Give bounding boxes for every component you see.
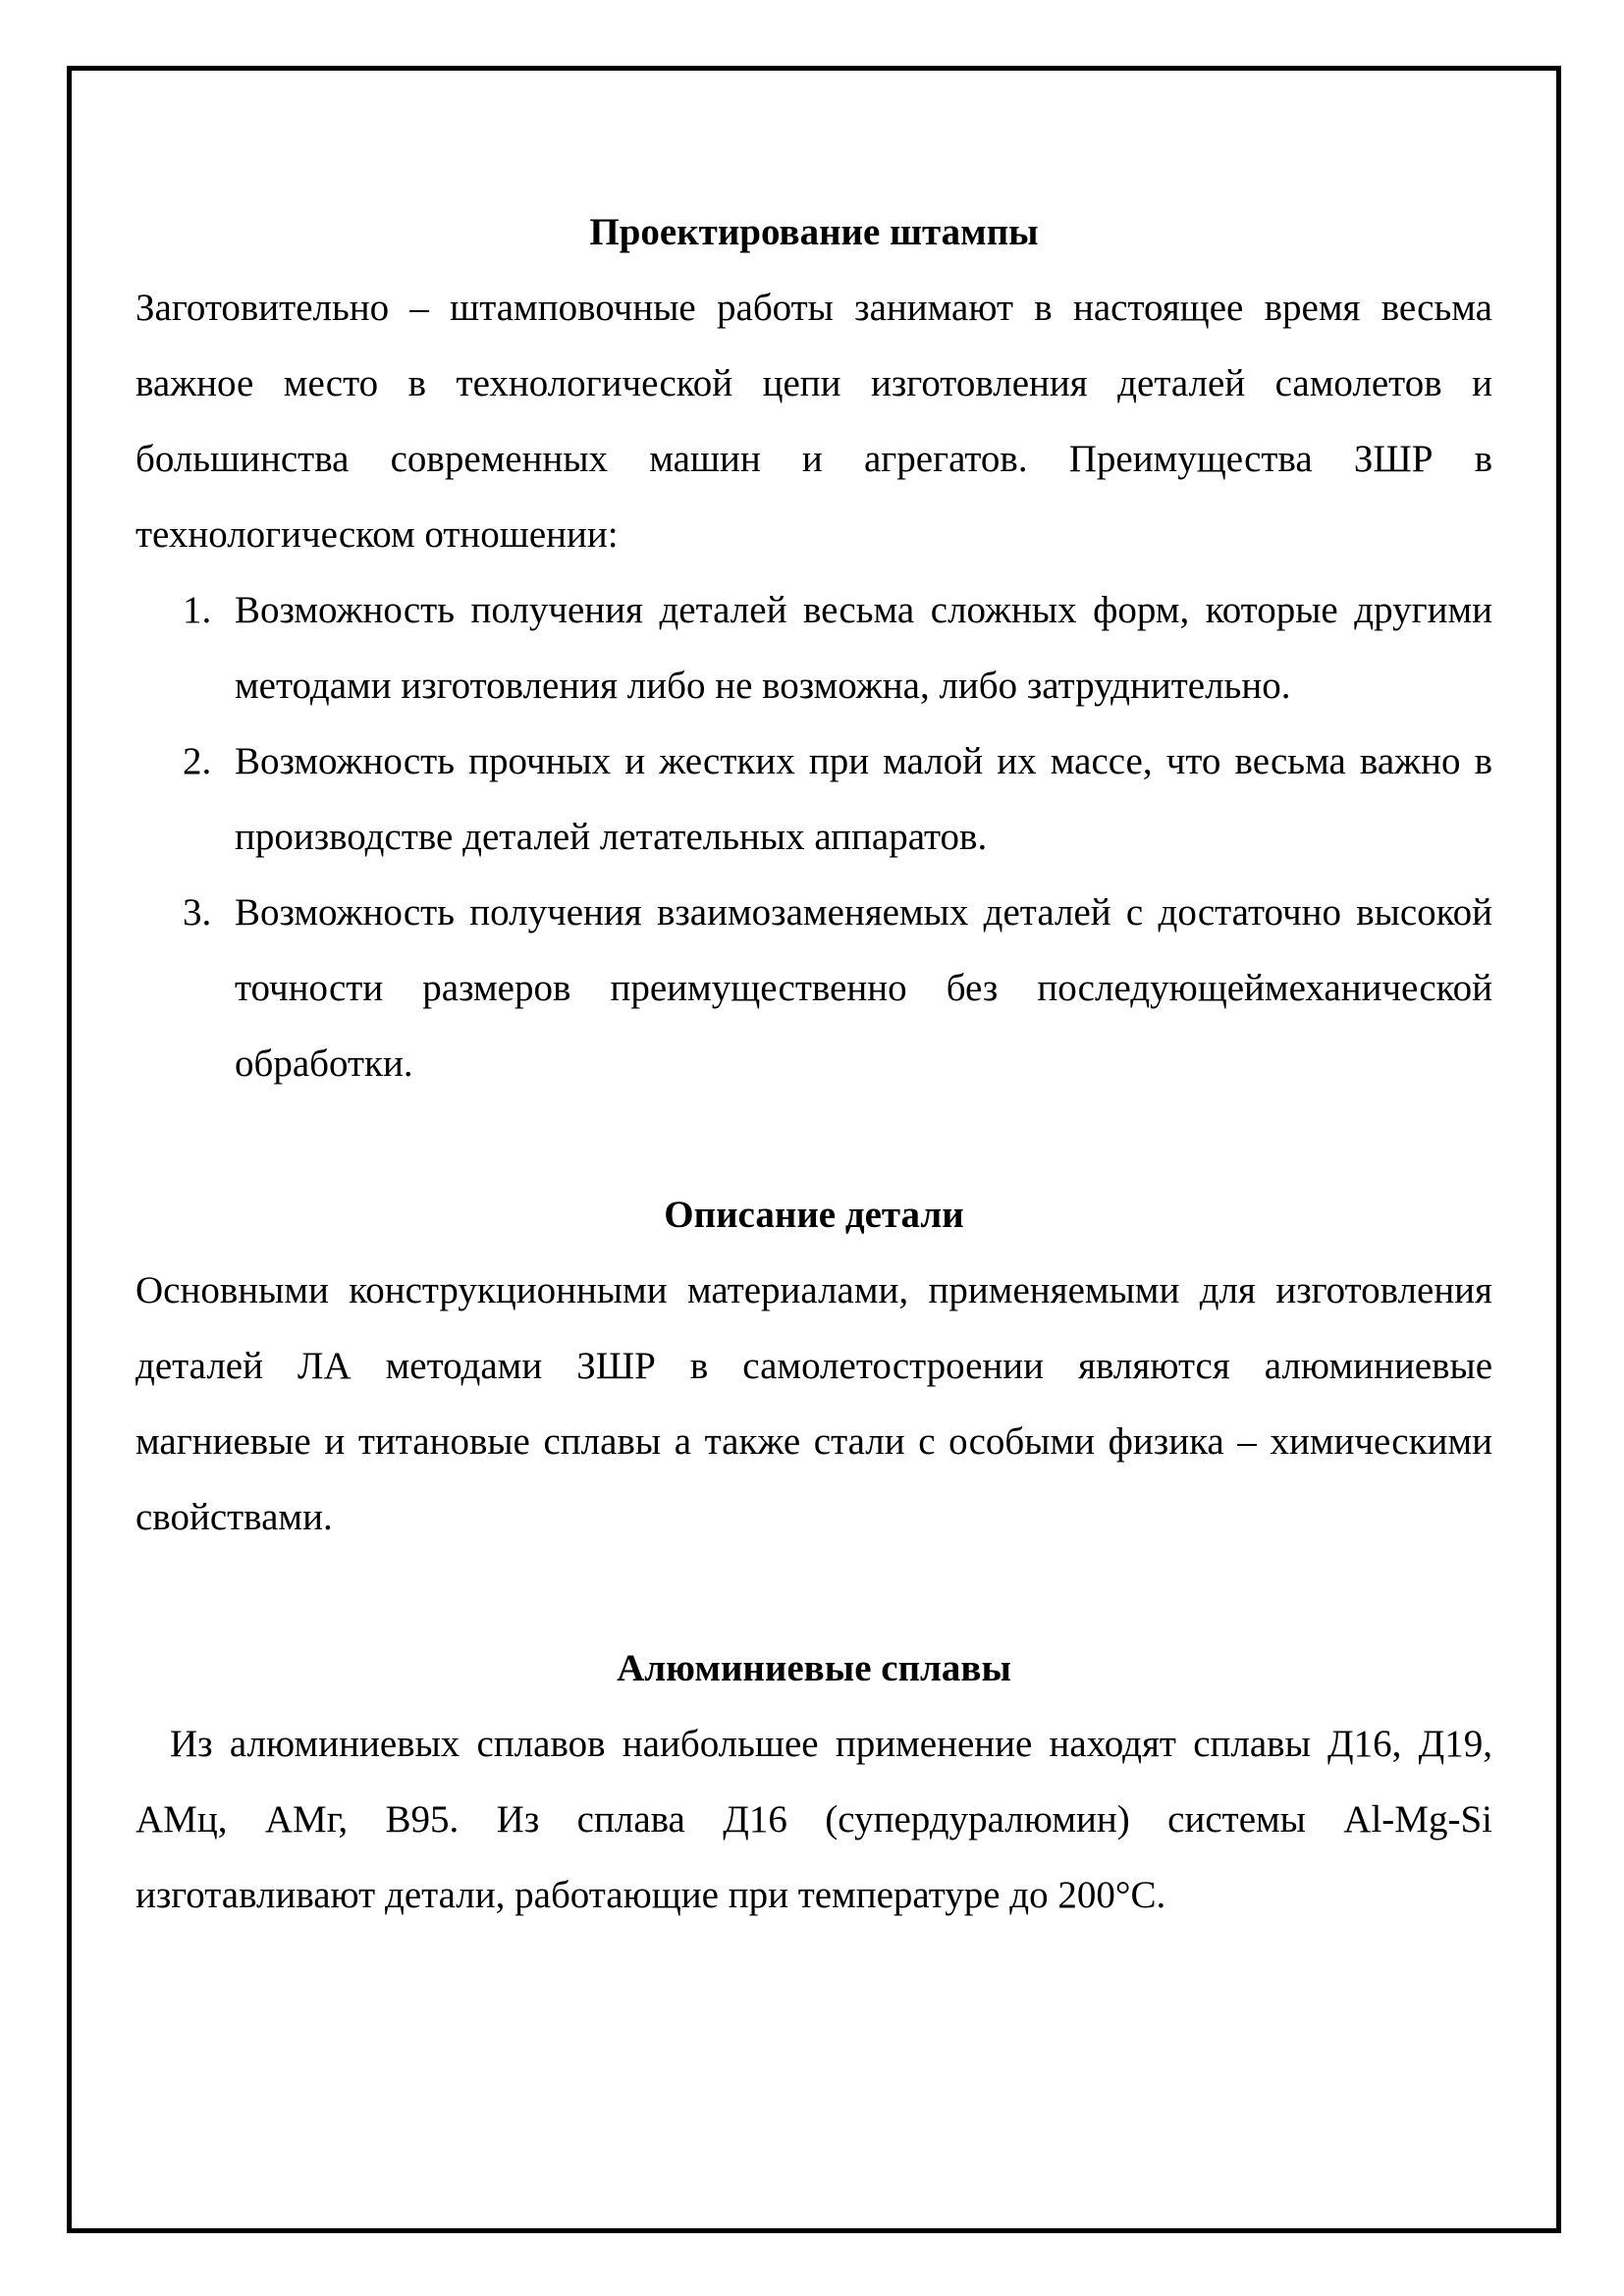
list-item <box>135 723 1492 875</box>
list-item-number: 3. <box>183 891 212 934</box>
document-content <box>135 194 1492 1933</box>
intro-paragraph: Заготовительно – штамповочные работы занимают в настоящее время весьма важное место в технологической цепи изготовления деталей самолетов и большинства современных машин и агрегатов. Преимущества ЗШР в технологическом отношении: <box>135 287 1492 556</box>
section-spacer <box>135 1101 1492 1177</box>
section-heading-stamp-design: Проектирование штампы <box>589 211 1039 253</box>
list-item <box>135 572 1492 723</box>
section-spacer <box>135 1555 1492 1630</box>
section-heading-aluminum-alloys: Алюминиевые сплавы <box>617 1647 1011 1689</box>
part-description-paragraph: Основными конструкционными материалами, применяемыми для изготовления деталей ЛА методами ЗШР в самолетостроении являются алюминиевые магниевые и титановые сплавы а также стали с особыми физика – химическими свойствами. <box>135 1269 1492 1538</box>
list-item <box>135 875 1492 1101</box>
list-item-text: Возможность прочных и жестких при малой их массе, что весьма важно в производстве деталей летательных аппаратов. <box>235 740 1492 858</box>
list-item-text: Возможность получения взаимозаменяемых деталей с достаточно высокой точности размеров преимущественно без последующеймеханической обработки. <box>235 891 1492 1085</box>
aluminum-alloys-paragraph: Из алюминиевых сплавов наибольшее применение находят сплавы Д16, Д19, АМц, АМг, В95. Из сплава Д16 (супердуралюмин) системы Al-Mg-Si изготавливают детали, работающие при температуре до 200°С. <box>135 1723 1492 1916</box>
list-item-number: 1. <box>183 589 212 631</box>
list-item-number: 2. <box>183 740 212 782</box>
section-heading-part-description: Описание детали <box>664 1194 964 1236</box>
list-item-text: Возможность получения деталей весьма сложных форм, которые другими методами изготовления либо не возможна, либо затруднительно. <box>235 589 1492 707</box>
advantages-list <box>135 572 1492 1101</box>
